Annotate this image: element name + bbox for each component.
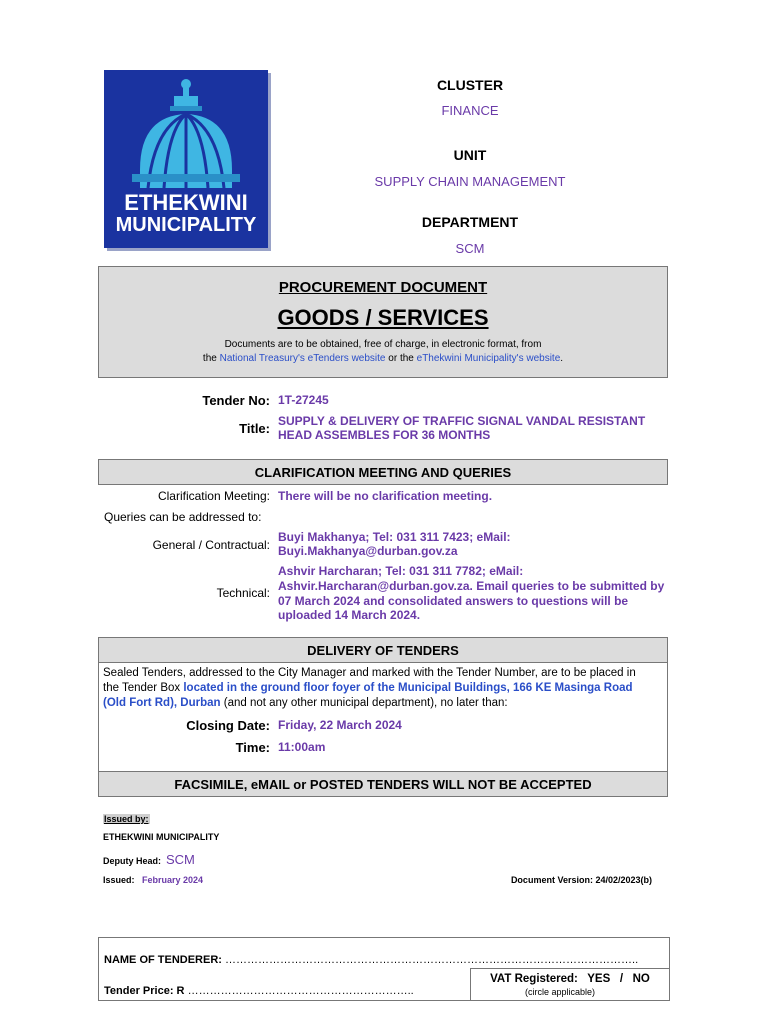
tender-title-line1: SUPPLY & DELIVERY OF TRAFFIC SIGNAL VANDAL RESISTANT — [278, 414, 646, 428]
logo-text-line2: MUNICIPALITY — [115, 214, 257, 236]
closing-date-value: Friday, 22 March 2024 — [278, 718, 402, 732]
unit-label: UNIT — [453, 147, 487, 163]
department-value: SCM — [455, 241, 485, 256]
closing-time-label: Time: — [235, 740, 270, 755]
general-contractual-label: General / Contractual: — [152, 538, 270, 552]
logo-text-line1: ETHEKWINI — [124, 190, 248, 215]
closing-date-label: Closing Date: — [186, 718, 270, 733]
deputy-head-value: SCM — [166, 852, 195, 867]
municipality-logo — [104, 70, 268, 248]
delivery-location: located in the ground floor foyer of the Municipal Buildings, 166 KE Masinga Road — [183, 682, 633, 694]
goods-services-title: GOODS / SERVICES — [277, 305, 489, 330]
note-the: the — [202, 353, 220, 364]
technical-label: Technical: — [216, 586, 270, 600]
procurement-note-line2 — [99, 353, 667, 364]
unit-value: SUPPLY CHAIN MANAGEMENT — [374, 174, 566, 189]
department-label: DEPARTMENT — [421, 214, 519, 230]
document-version: Document Version: 24/02/2023(b) — [510, 875, 652, 885]
vat-registered-option[interactable]: VAT Registered: YES / NO — [490, 973, 650, 985]
delivery-heading: DELIVERY OF TENDERS — [98, 637, 668, 663]
municipality-website-link[interactable]: eThekwini Municipality's website — [416, 353, 561, 364]
technical-contact-line1: Ashvir Harcharan; Tel: 031 311 7782; eMail: — [278, 564, 524, 578]
cluster-label: CLUSTER — [436, 77, 504, 93]
tender-price-label: Tender Price: R — [104, 985, 185, 997]
delivery-text-line1: Sealed Tenders, addressed to the City Manager and marked with the Tender Number, are to be placed in — [103, 667, 636, 679]
issued-by-label: Issued by: — [104, 814, 149, 824]
tender-title-line2: HEAD ASSEMBLES FOR 36 MONTHS — [278, 428, 491, 442]
procurement-heading: PROCUREMENT DOCUMENT — [278, 279, 488, 296]
note-end: . — [560, 353, 564, 364]
tenderer-name-row — [104, 954, 664, 966]
issued-label: Issued: — [103, 875, 135, 885]
issued-date: February 2024 — [142, 875, 204, 885]
tender-price-field[interactable]: …………………………………………………….. — [187, 985, 414, 997]
city-hall-dome-icon — [104, 70, 268, 190]
tenderer-name-field[interactable]: ………………………………………………………………………………………………….. — [225, 954, 639, 966]
tender-no-value: 1T-27245 — [278, 393, 329, 407]
technical-contact-line4: uploaded 14 March 2024. — [278, 608, 421, 622]
tender-no-label: Tender No: — [202, 393, 270, 408]
clarification-meeting-label: Clarification Meeting: — [157, 489, 270, 503]
vat-note: (circle applicable) — [524, 987, 596, 997]
tender-title-label: Title: — [239, 421, 270, 436]
delivery-text-line3 — [103, 697, 667, 709]
delivery-line3-b: (and not any other municipal department), no later than: — [220, 697, 508, 709]
closing-time-value: 11:00am — [278, 740, 326, 754]
general-contact-line1: Buyi Makhanya; Tel: 031 311 7423; eMail: — [278, 530, 511, 544]
note-or: or the — [385, 353, 417, 364]
procurement-note-line1: Documents are to be obtained, free of charge, in electronic format, from — [224, 339, 542, 350]
delivery-location-cont: (Old Fort Rd), Durban — [103, 697, 221, 709]
no-fax-email-warning: FACSIMILE, eMAIL or POSTED TENDERS WILL NOT BE ACCEPTED — [98, 771, 668, 797]
delivery-text-line2 — [103, 682, 667, 694]
technical-contact-line3: 07 March 2024 and consolidated answers to questions will be — [278, 594, 629, 608]
delivery-line2-a: the Tender Box — [103, 682, 184, 694]
issuing-organisation: ETHEKWINI MUNICIPALITY — [103, 832, 220, 842]
clarification-meeting-value: There will be no clarification meeting. — [278, 489, 493, 503]
cluster-value: FINANCE — [441, 103, 499, 118]
tender-price-row — [104, 985, 464, 997]
deputy-head-label: Deputy Head: — [103, 856, 162, 866]
tenderer-name-label: NAME OF TENDERER: — [104, 954, 222, 966]
procurement-box — [98, 266, 668, 378]
technical-contact-line2[interactable]: Ashvir.Harcharan@durban.gov.za. Email queries to be submitted by — [278, 579, 665, 593]
clarification-heading: CLARIFICATION MEETING AND QUERIES — [98, 459, 668, 485]
queries-label: Queries can be addressed to: — [104, 510, 262, 524]
general-contact-email[interactable]: Buyi.Makhanya@durban.gov.za — [278, 544, 458, 558]
etenders-link[interactable]: National Treasury's eTenders website — [219, 353, 386, 364]
